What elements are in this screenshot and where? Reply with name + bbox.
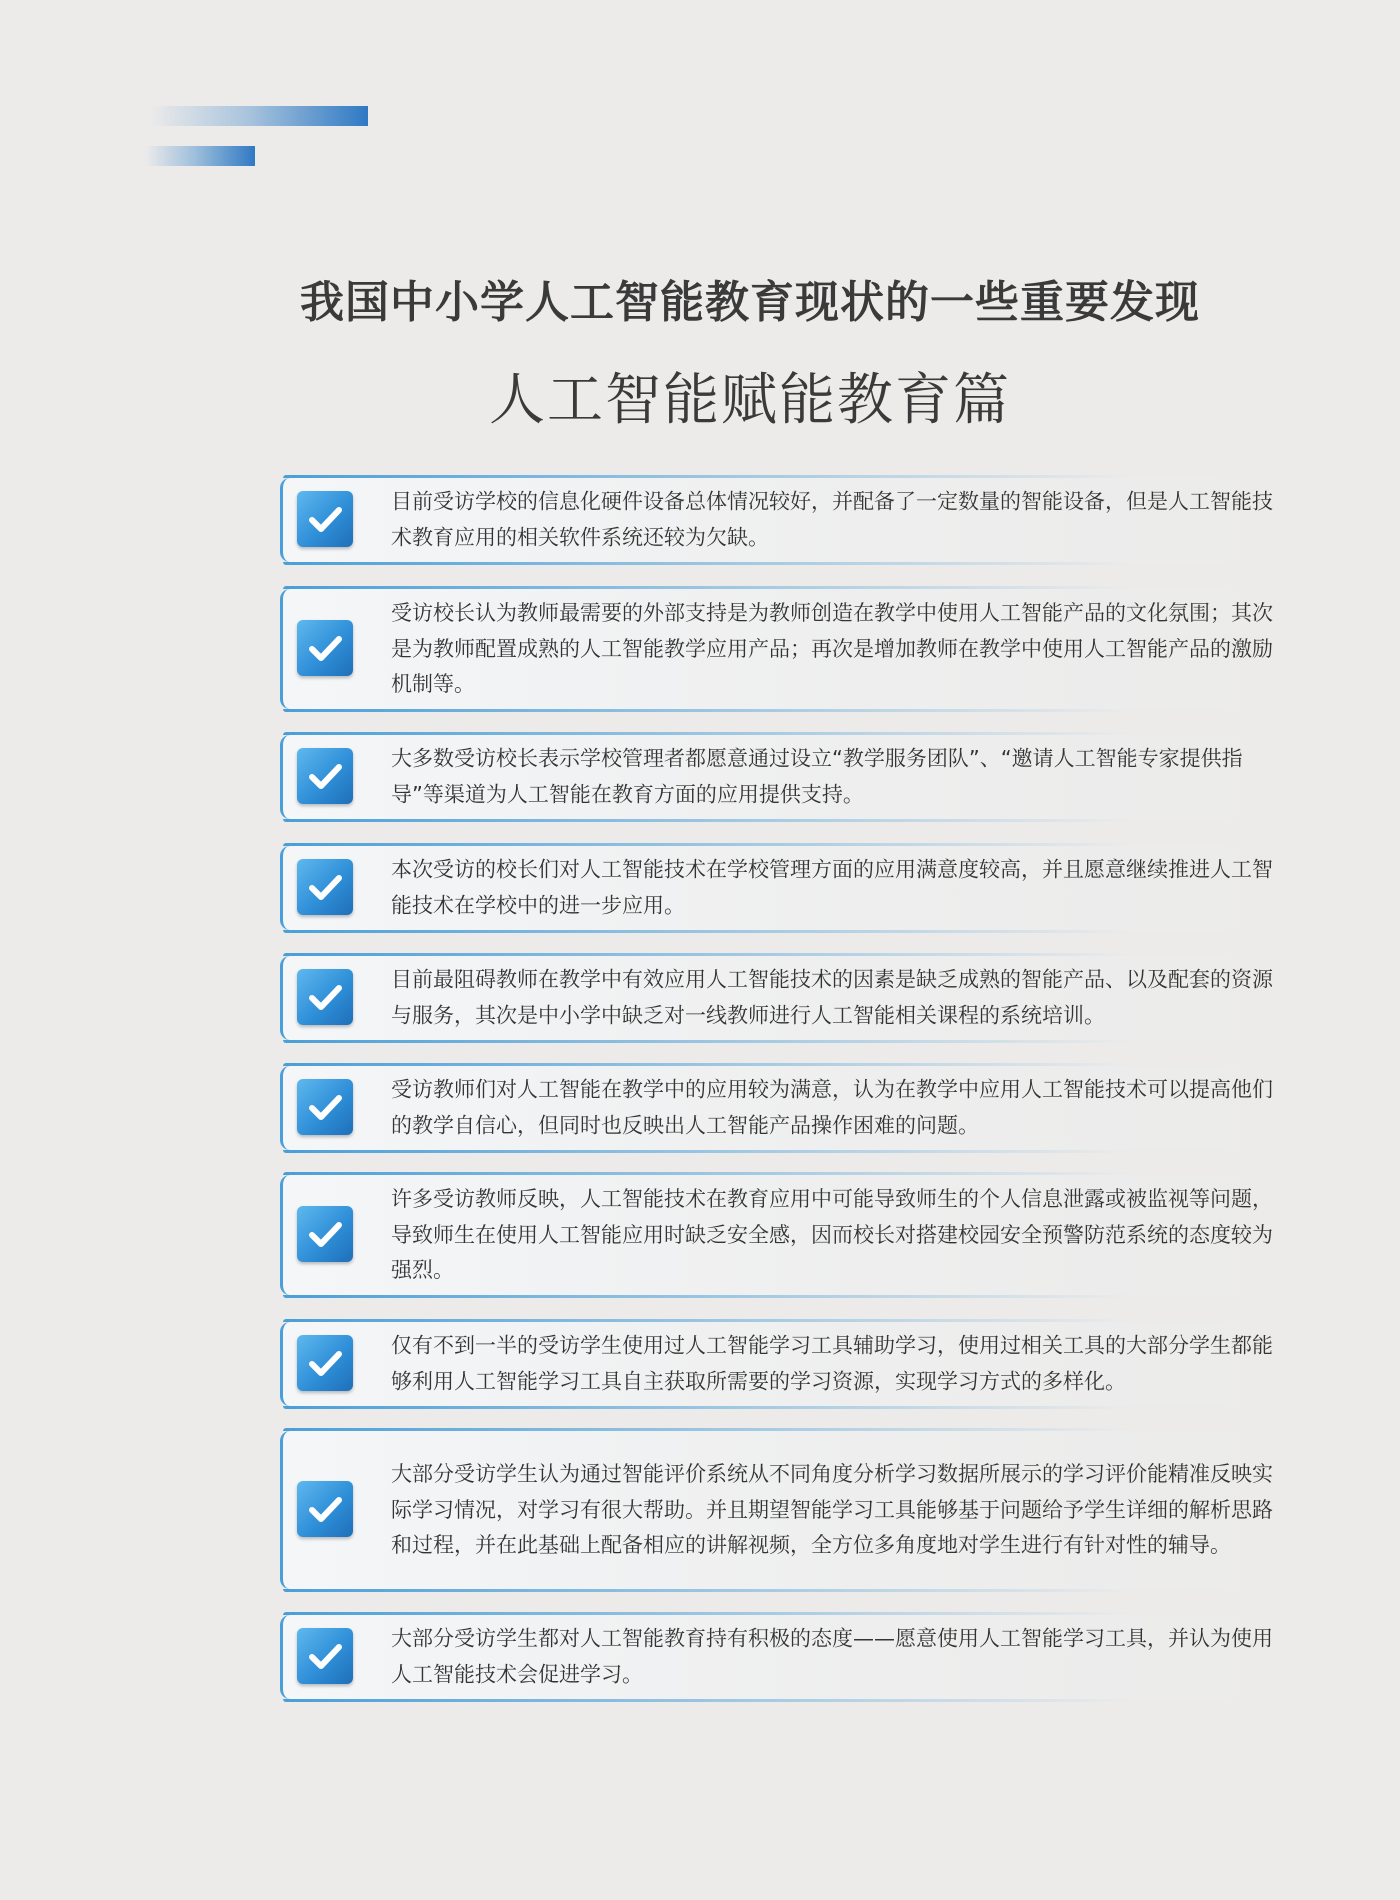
finding-text: 目前最阻碍教师在教学中有效应用人工智能技术的因素是缺乏成熟的智能产品、以及配套的资源与服务，其次是中小学中缺乏对一线教师进行人工智能相关课程的系统培训。 <box>391 967 1273 1027</box>
finding-text: 受访校长认为教师最需要的外部支持是为教师创造在教学中使用人工智能产品的文化氛围；其次是为教师配置成熟的人工智能教学应用产品；再次是增加教师在教学中使用人工智能产品的激励机制等。 <box>391 600 1273 696</box>
checkbox-checked-icon <box>297 859 353 915</box>
finding-text: 大多数受访校长表示学校管理者都愿意通过设立“教学服务团队”、“邀请人工智能专家提供指导”等渠道为人工智能在教育方面的应用提供支持。 <box>391 746 1243 806</box>
checkbox-checked-icon <box>297 620 353 676</box>
finding-item <box>280 735 1280 819</box>
checkbox-checked-icon <box>297 491 353 547</box>
finding-text: 大部分受访学生认为通过智能评价系统从不同角度分析学习数据所展示的学习评价能精准反映实际学习情况，对学习有很大帮助。并且期望智能学习工具能够基于问题给予学生详细的解析思路和过程，并在此基础上配备相应的讲解视频，全方位多角度地对学生进行有针对性的辅导。 <box>391 1461 1273 1557</box>
finding-text: 目前受访学校的信息化硬件设备总体情况较好，并配备了一定数量的智能设备，但是人工智能技术教育应用的相关软件系统还较为欠缺。 <box>391 489 1273 549</box>
finding-item <box>280 1322 1280 1406</box>
finding-text: 受访教师们对人工智能在教学中的应用较为满意，认为在教学中应用人工智能技术可以提高他们的教学自信心，但同时也反映出人工智能产品操作困难的问题。 <box>391 1077 1273 1137</box>
checkbox-checked-icon <box>297 1335 353 1391</box>
finding-item <box>280 846 1280 930</box>
finding-item <box>280 1066 1280 1150</box>
finding-text: 本次受访的校长们对人工智能技术在学校管理方面的应用满意度较高，并且愿意继续推进人工智能技术在学校中的进一步应用。 <box>391 857 1273 917</box>
finding-text: 仅有不到一半的受访学生使用过人工智能学习工具辅助学习，使用过相关工具的大部分学生都能够利用人工智能学习工具自主获取所需要的学习资源，实现学习方式的多样化。 <box>391 1333 1273 1393</box>
checkbox-checked-icon <box>297 1481 353 1537</box>
checkbox-checked-icon <box>297 1628 353 1684</box>
checkbox-checked-icon <box>297 748 353 804</box>
finding-item <box>280 478 1280 562</box>
finding-item <box>280 1175 1280 1295</box>
page-subtitle: 人工智能赋能教育篇 <box>489 368 1011 433</box>
finding-item <box>280 956 1280 1040</box>
finding-text: 大部分受访学生都对人工智能教育持有积极的态度——愿意使用人工智能学习工具，并认为使用人工智能技术会促进学习。 <box>391 1626 1273 1686</box>
checkbox-checked-icon <box>297 1206 353 1262</box>
finding-item <box>280 589 1280 709</box>
page-title: 我国中小学人工智能教育现状的一些重要发现 <box>300 277 1200 328</box>
finding-item <box>280 1431 1280 1589</box>
finding-text: 许多受访教师反映，人工智能技术在教育应用中可能导致师生的个人信息泄露或被监视等问题，导致师生在使用人工智能应用时缺乏安全感，因而校长对搭建校园安全预警防范系统的态度较为强烈。 <box>391 1186 1273 1282</box>
checkbox-checked-icon <box>297 969 353 1025</box>
checkbox-checked-icon <box>297 1079 353 1135</box>
finding-item <box>280 1615 1280 1699</box>
